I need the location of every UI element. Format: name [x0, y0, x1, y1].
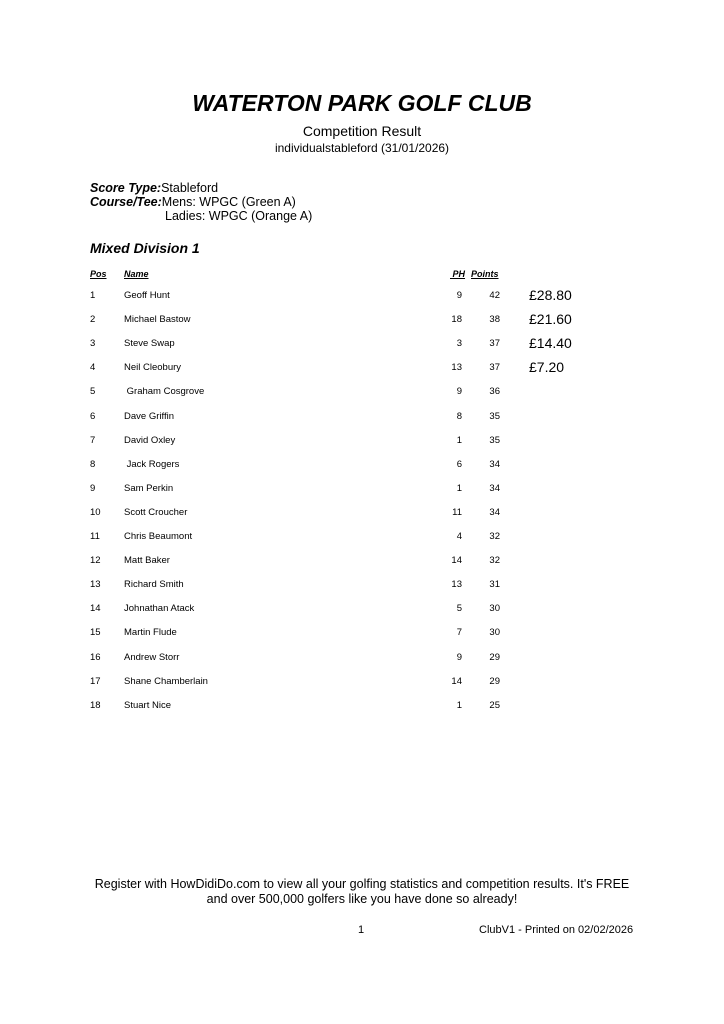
table-row — [0, 579, 724, 599]
position-cell: 3 — [90, 338, 96, 350]
player-name-cell: Johnathan Atack — [124, 603, 195, 615]
player-name-cell: Sam Perkin — [124, 482, 174, 494]
points-cell: 32 — [489, 531, 500, 542]
table-row — [0, 386, 724, 406]
table-row — [0, 700, 724, 720]
course-ladies: Ladies: WPGC (Orange A) — [165, 209, 313, 223]
page-subtitle: Competition Result — [302, 123, 422, 139]
handicap-cell: 11 — [452, 506, 462, 518]
player-name-cell: Stuart Nice — [124, 699, 171, 711]
handicap-cell: 9 — [456, 651, 462, 663]
table-row — [0, 335, 724, 358]
player-name-cell: Matt Baker — [124, 555, 170, 567]
handicap-cell: 1 — [456, 699, 462, 711]
position-cell: 5 — [90, 386, 96, 398]
points-cell: 31 — [489, 579, 500, 591]
points-cell: 38 — [489, 314, 500, 326]
position-cell: 6 — [90, 410, 96, 422]
points-cell: 36 — [489, 386, 500, 398]
course-tee-label: Course/Tee: — [90, 195, 162, 209]
prize-cell: £7.20 — [529, 359, 565, 376]
points-cell: 34 — [489, 458, 500, 470]
handicap-cell: 1 — [456, 434, 462, 446]
handicap-cell: 8 — [456, 410, 462, 422]
position-cell: 17 — [90, 675, 101, 687]
points-cell: 29 — [489, 675, 500, 687]
table-row — [0, 555, 724, 575]
points-cell: 29 — [489, 651, 500, 663]
position-cell: 8 — [90, 458, 96, 470]
table-row — [0, 652, 724, 672]
player-name-cell: Andrew Storr — [124, 651, 180, 663]
points-cell: 30 — [489, 627, 500, 639]
handicap-cell: 1 — [456, 482, 462, 494]
position-cell: 10 — [90, 506, 101, 518]
player-name-cell: Dave Griffin — [124, 410, 174, 422]
page-number: 1 — [358, 924, 365, 936]
handicap-cell: 13 — [451, 362, 462, 374]
column-header-pos: Pos — [90, 269, 107, 279]
table-row — [0, 311, 724, 334]
handicap-cell: 9 — [456, 290, 462, 301]
points-cell: 34 — [489, 506, 500, 518]
column-header-ph-label: PH — [452, 269, 466, 279]
points-cell: 35 — [489, 434, 500, 446]
handicap-cell: 13 — [451, 579, 462, 591]
handicap-cell: 14 — [451, 555, 462, 567]
table-row — [0, 676, 724, 696]
player-name-cell: Richard Smith — [124, 579, 184, 591]
points-cell: 25 — [489, 699, 500, 711]
handicap-cell: 4 — [456, 531, 462, 542]
table-row — [0, 435, 724, 455]
prize-cell: £28.80 — [529, 287, 572, 303]
handicap-cell: 9 — [456, 386, 462, 398]
score-type-value: Stableford — [161, 181, 219, 195]
points-cell: 37 — [489, 362, 500, 374]
player-name-cell: Chris Beaumont — [124, 531, 193, 542]
position-cell: 7 — [90, 434, 96, 446]
position-cell: 15 — [90, 627, 101, 639]
footer-line-1: Register with HowDidiDo.com to view all your golfing statistics and competition results. It's FREE — [94, 877, 630, 891]
table-row — [0, 287, 724, 310]
player-name-cell: Shane Chamberlain — [124, 675, 208, 687]
handicap-cell: 3 — [456, 338, 462, 350]
points-cell: 42 — [489, 290, 500, 301]
player-name-cell: Steve Swap — [124, 338, 175, 350]
table-row — [0, 603, 724, 623]
table-row — [0, 411, 724, 431]
table-row — [0, 483, 724, 503]
player-name-cell: Scott Croucher — [124, 506, 188, 518]
player-name-cell: Jack Rogers — [124, 458, 180, 470]
score-type-line — [90, 181, 218, 195]
course-tee-line — [90, 195, 296, 209]
column-header-name: Name — [124, 269, 149, 279]
division-title: Mixed Division 1 — [90, 240, 200, 256]
position-cell: 12 — [90, 555, 101, 567]
position-cell: 18 — [90, 699, 101, 711]
player-name-cell: Graham Cosgrove — [124, 386, 205, 398]
player-name-cell: David Oxley — [124, 434, 176, 446]
table-row — [0, 531, 724, 551]
score-type-label: Score Type: — [90, 181, 162, 195]
column-header-ph — [450, 269, 465, 279]
points-cell: 35 — [489, 410, 500, 422]
table-row — [0, 459, 724, 479]
handicap-cell: 14 — [451, 675, 462, 687]
player-name-cell: Martin Flude — [124, 627, 177, 639]
position-cell: 11 — [90, 531, 100, 542]
position-cell: 1 — [90, 290, 96, 301]
position-cell: 2 — [90, 314, 96, 326]
handicap-cell: 7 — [456, 627, 462, 639]
prize-cell: £14.40 — [529, 335, 572, 352]
handicap-cell: 18 — [451, 314, 462, 326]
player-name-cell: Neil Cleobury — [124, 362, 182, 374]
club-title: WATERTON PARK GOLF CLUB — [192, 90, 532, 116]
player-name-cell: Michael Bastow — [124, 314, 191, 326]
points-cell: 32 — [489, 555, 500, 567]
position-cell: 9 — [90, 482, 96, 494]
competition-name: individualstableford (31/01/2026) — [274, 141, 450, 155]
position-cell: 14 — [90, 603, 101, 615]
position-cell: 4 — [90, 362, 96, 374]
table-row — [0, 627, 724, 647]
points-cell: 37 — [489, 338, 500, 350]
column-header-points: Points — [471, 269, 499, 279]
points-cell: 30 — [489, 603, 500, 615]
player-name-cell: Geoff Hunt — [124, 290, 170, 301]
table-row — [0, 359, 724, 382]
course-mens: Mens: WPGC (Green A) — [161, 195, 296, 209]
footer-message — [0, 877, 724, 907]
prize-cell: £21.60 — [529, 311, 572, 328]
footer-line-2: and over 500,000 golfers like you have done so already! — [206, 892, 518, 906]
printed-date: ClubV1 - Printed on 02/02/2026 — [479, 924, 634, 936]
handicap-cell: 6 — [456, 458, 462, 470]
position-cell: 13 — [90, 579, 101, 591]
table-row — [0, 507, 724, 527]
points-cell: 34 — [489, 482, 500, 494]
position-cell: 16 — [90, 651, 101, 663]
handicap-cell: 5 — [456, 603, 462, 615]
